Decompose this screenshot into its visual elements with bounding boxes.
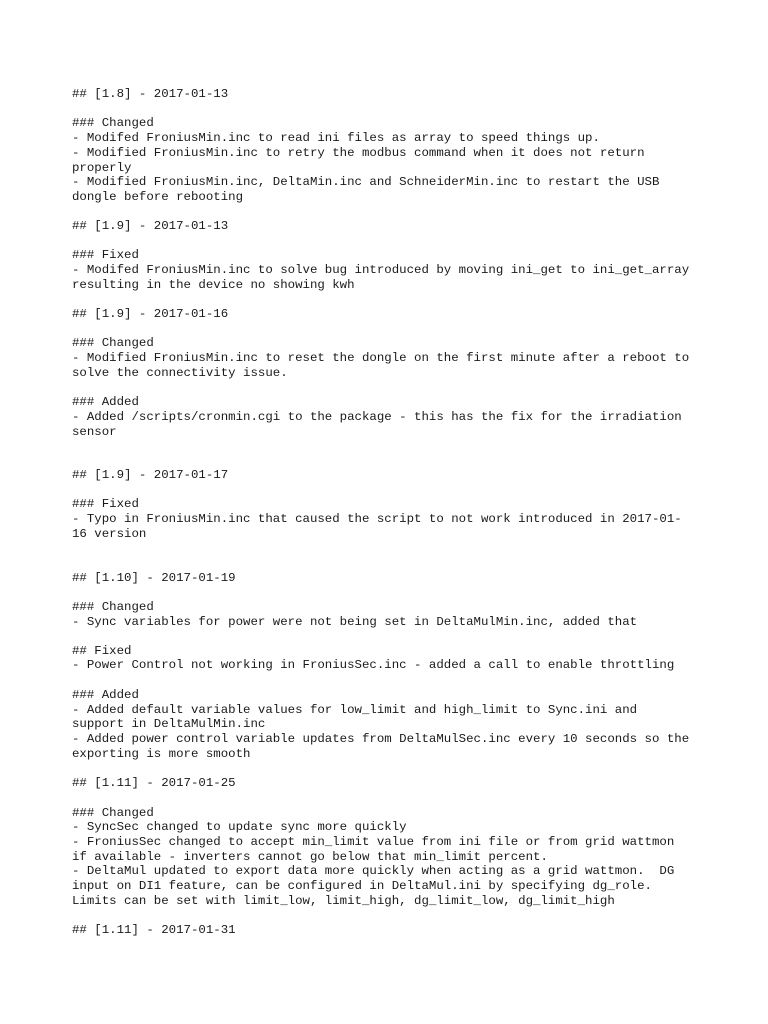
section-heading: ### Added [72, 688, 139, 702]
version-heading: ## [1.8] - 2017-01-13 [72, 87, 229, 101]
changelog-line: - DeltaMul updated to export data more quickly when acting as a grid wattmon. DG [72, 864, 675, 878]
section-heading: ### Added [72, 395, 139, 409]
changelog-line: - SyncSec changed to update sync more quickly [72, 820, 407, 834]
changelog-line: resulting in the device no showing kwh [72, 278, 355, 292]
section-heading: ### Changed [72, 600, 154, 614]
changelog-line: - Modified FroniusMin.inc to reset the dongle on the first minute after a reboot to [72, 351, 690, 365]
version-heading: ## [1.11] - 2017-01-25 [72, 776, 236, 790]
changelog-line: - Added /scripts/cronmin.cgi to the package - this has the fix for the irradiation [72, 410, 682, 424]
changelog-line: - Added power control variable updates from DeltaMulSec.inc every 10 seconds so the [72, 732, 690, 746]
section-heading: ## Fixed [72, 644, 132, 658]
version-heading: ## [1.9] - 2017-01-13 [72, 219, 229, 233]
changelog-line: dongle before rebooting [72, 190, 244, 204]
section-heading: ### Fixed [72, 248, 139, 262]
changelog-line: - FroniusSec changed to accept min_limit value from ini file or from grid wattmon [72, 835, 675, 849]
version-heading: ## [1.10] - 2017-01-19 [72, 571, 236, 585]
changelog-line: if available - inverters cannot go below that min_limit percent. [72, 850, 548, 864]
section-heading: ### Changed [72, 116, 154, 130]
changelog-line: - Modified FroniusMin.inc to retry the modbus command when it does not return [72, 146, 645, 160]
changelog-line: input on DI1 feature, can be configured in DeltaMul.ini by specifying dg_role. [72, 879, 652, 893]
changelog-line: solve the connectivity issue. [72, 366, 288, 380]
version-heading: ## [1.9] - 2017-01-16 [72, 307, 229, 321]
section-heading: ### Changed [72, 806, 154, 820]
changelog-line: - Modified FroniusMin.inc, DeltaMin.inc and SchneiderMin.inc to restart the USB [72, 175, 660, 189]
section-heading: ### Changed [72, 336, 154, 350]
changelog-line: support in DeltaMulMin.inc [72, 717, 266, 731]
version-heading: ## [1.11] - 2017-01-31 [72, 923, 236, 937]
changelog-line: - Modifed FroniusMin.inc to solve bug introduced by moving ini_get to ini_get_array [72, 263, 690, 277]
changelog-line: - Sync variables for power were not being set in DeltaMulMin.inc, added that [72, 615, 638, 629]
changelog-line: - Power Control not working in FroniusSec.inc - added a call to enable throttling [72, 658, 675, 672]
changelog-line: exporting is more smooth [72, 747, 251, 761]
changelog-line: 16 version [72, 527, 147, 541]
changelog-line: Limits can be set with limit_low, limit_high, dg_limit_low, dg_limit_high [72, 894, 615, 908]
changelog-line: - Typo in FroniusMin.inc that caused the script to not work introduced in 2017-01- [72, 512, 682, 526]
changelog-line: - Modifed FroniusMin.inc to read ini files as array to speed things up. [72, 131, 600, 145]
section-heading: ### Fixed [72, 497, 139, 511]
version-heading: ## [1.9] - 2017-01-17 [72, 468, 229, 482]
changelog-line: - Added default variable values for low_limit and high_limit to Sync.ini and [72, 703, 638, 717]
changelog-line: sensor [72, 425, 117, 439]
changelog-line: properly [72, 161, 132, 175]
